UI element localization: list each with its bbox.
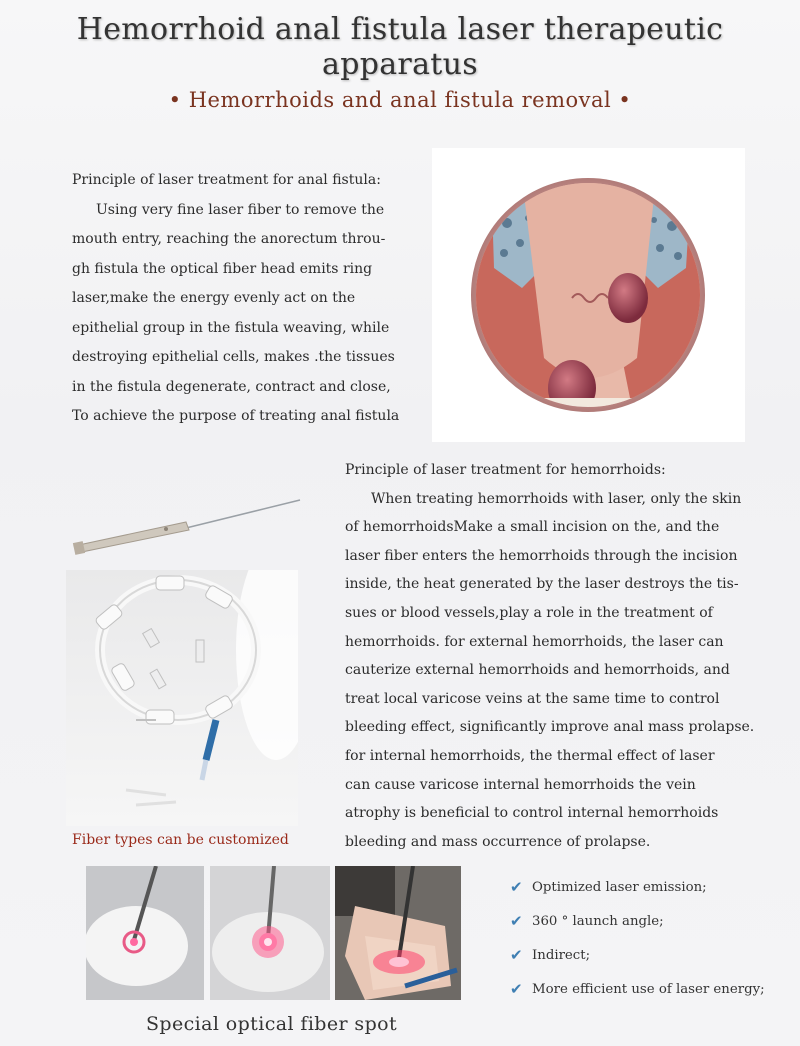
- feature-item: [510, 870, 800, 904]
- fistula-line: destroying epithelial cells, makes .the tissues: [72, 349, 395, 365]
- fiber-spot-photo-3: [335, 866, 461, 1000]
- fistula-heading: Principle of laser treatment for anal fistula:: [72, 172, 381, 188]
- feature-item: [510, 904, 800, 938]
- feature-text: More efficient use of laser energy;: [532, 981, 765, 997]
- hemorrhoid-line: bleeding effect, significantly improve anal mass prolapse.: [345, 719, 755, 736]
- page-title: Hemorrhoid anal fistula laser therapeutic apparatus: [76, 12, 724, 82]
- fistula-line: in the fistula degenerate, contract and close,: [72, 378, 391, 395]
- spot-photo-2-svg: [210, 866, 330, 1000]
- fiber-needle-svg: [68, 492, 308, 562]
- fistula-line: gh fistula the optical fiber head emits ring: [72, 260, 373, 277]
- fiber-spot-photo-2: [210, 866, 330, 1000]
- anatomy-svg: [432, 148, 745, 442]
- fistula-line: epithelial group in the fistula weaving, while: [72, 319, 390, 336]
- hemorrhoid-line: bleeding and mass occurrence of prolapse.: [345, 833, 651, 850]
- hemorrhoid-line: for internal hemorrhoids, the thermal effect of laser: [345, 747, 715, 764]
- fiber-spot-photo-1: [86, 866, 204, 1000]
- feature-text: Optimized laser emission;: [532, 879, 707, 895]
- checkmark-icon: ✔: [510, 980, 523, 998]
- checkmark-icon: ✔: [510, 912, 523, 930]
- fistula-line: laser,make the energy evenly act on the: [72, 290, 356, 306]
- hemorrhoid-line: cauterize external hemorrhoids and hemorrhoids, and: [345, 662, 730, 679]
- hemorrhoid-line: atrophy is beneficial to control internal hemorrhoids: [345, 805, 719, 822]
- feature-item: [510, 938, 800, 972]
- fistula-line: Using very fine laser fiber to remove the: [96, 201, 385, 218]
- checkmark-icon: ✔: [510, 878, 523, 896]
- fistula-line: To achieve the purpose of treating anal fistula: [72, 408, 400, 424]
- fistula-line: mouth entry, reaching the anorectum throu-: [72, 231, 386, 247]
- spot-caption: Special optical fiber spot: [146, 1013, 398, 1035]
- fiber-coil-svg: [66, 570, 298, 826]
- hemorrhoid-line: sues or blood vessels,play a role in the treatment of: [345, 604, 713, 621]
- hemorrhoid-heading: Principle of laser treatment for hemorrhoids:: [345, 462, 666, 478]
- feature-text: Indirect;: [532, 947, 591, 963]
- feature-list: [510, 870, 800, 1006]
- feature-text: 360 ° launch angle;: [532, 913, 664, 929]
- fiber-caption: Fiber types can be customized: [72, 832, 289, 848]
- feature-item: [510, 972, 800, 1006]
- fiber-needle-image: [68, 492, 308, 562]
- hemorrhoid-line: treat local varicose veins at the same time to control: [345, 690, 720, 707]
- checkmark-icon: ✔: [510, 946, 523, 964]
- spot-photo-1-svg: [86, 866, 204, 1000]
- hemorrhoid-section: [345, 456, 795, 856]
- spot-photo-3-svg: [335, 866, 461, 1000]
- hemorrhoid-line: inside, the heat generated by the laser destroys the tis-: [345, 576, 739, 593]
- fistula-section: [72, 166, 427, 432]
- hemorrhoid-line: When treating hemorrhoids with laser, only the skin: [371, 490, 742, 507]
- hemorrhoid-line: of hemorrhoidsMake a small incision on the, and the: [345, 519, 720, 536]
- page-subtitle: • Hemorrhoids and anal fistula removal •: [168, 88, 632, 112]
- fiber-coil-image: [66, 570, 298, 826]
- hemorrhoid-line: laser fiber enters the hemorrhoids through the incision: [345, 547, 738, 564]
- anatomy-illustration: [432, 148, 745, 442]
- hemorrhoid-line: hemorrhoids. for external hemorrhoids, the laser can: [345, 633, 724, 650]
- hemorrhoid-line: can cause varicose internal hemorrhoids the vein: [345, 776, 696, 793]
